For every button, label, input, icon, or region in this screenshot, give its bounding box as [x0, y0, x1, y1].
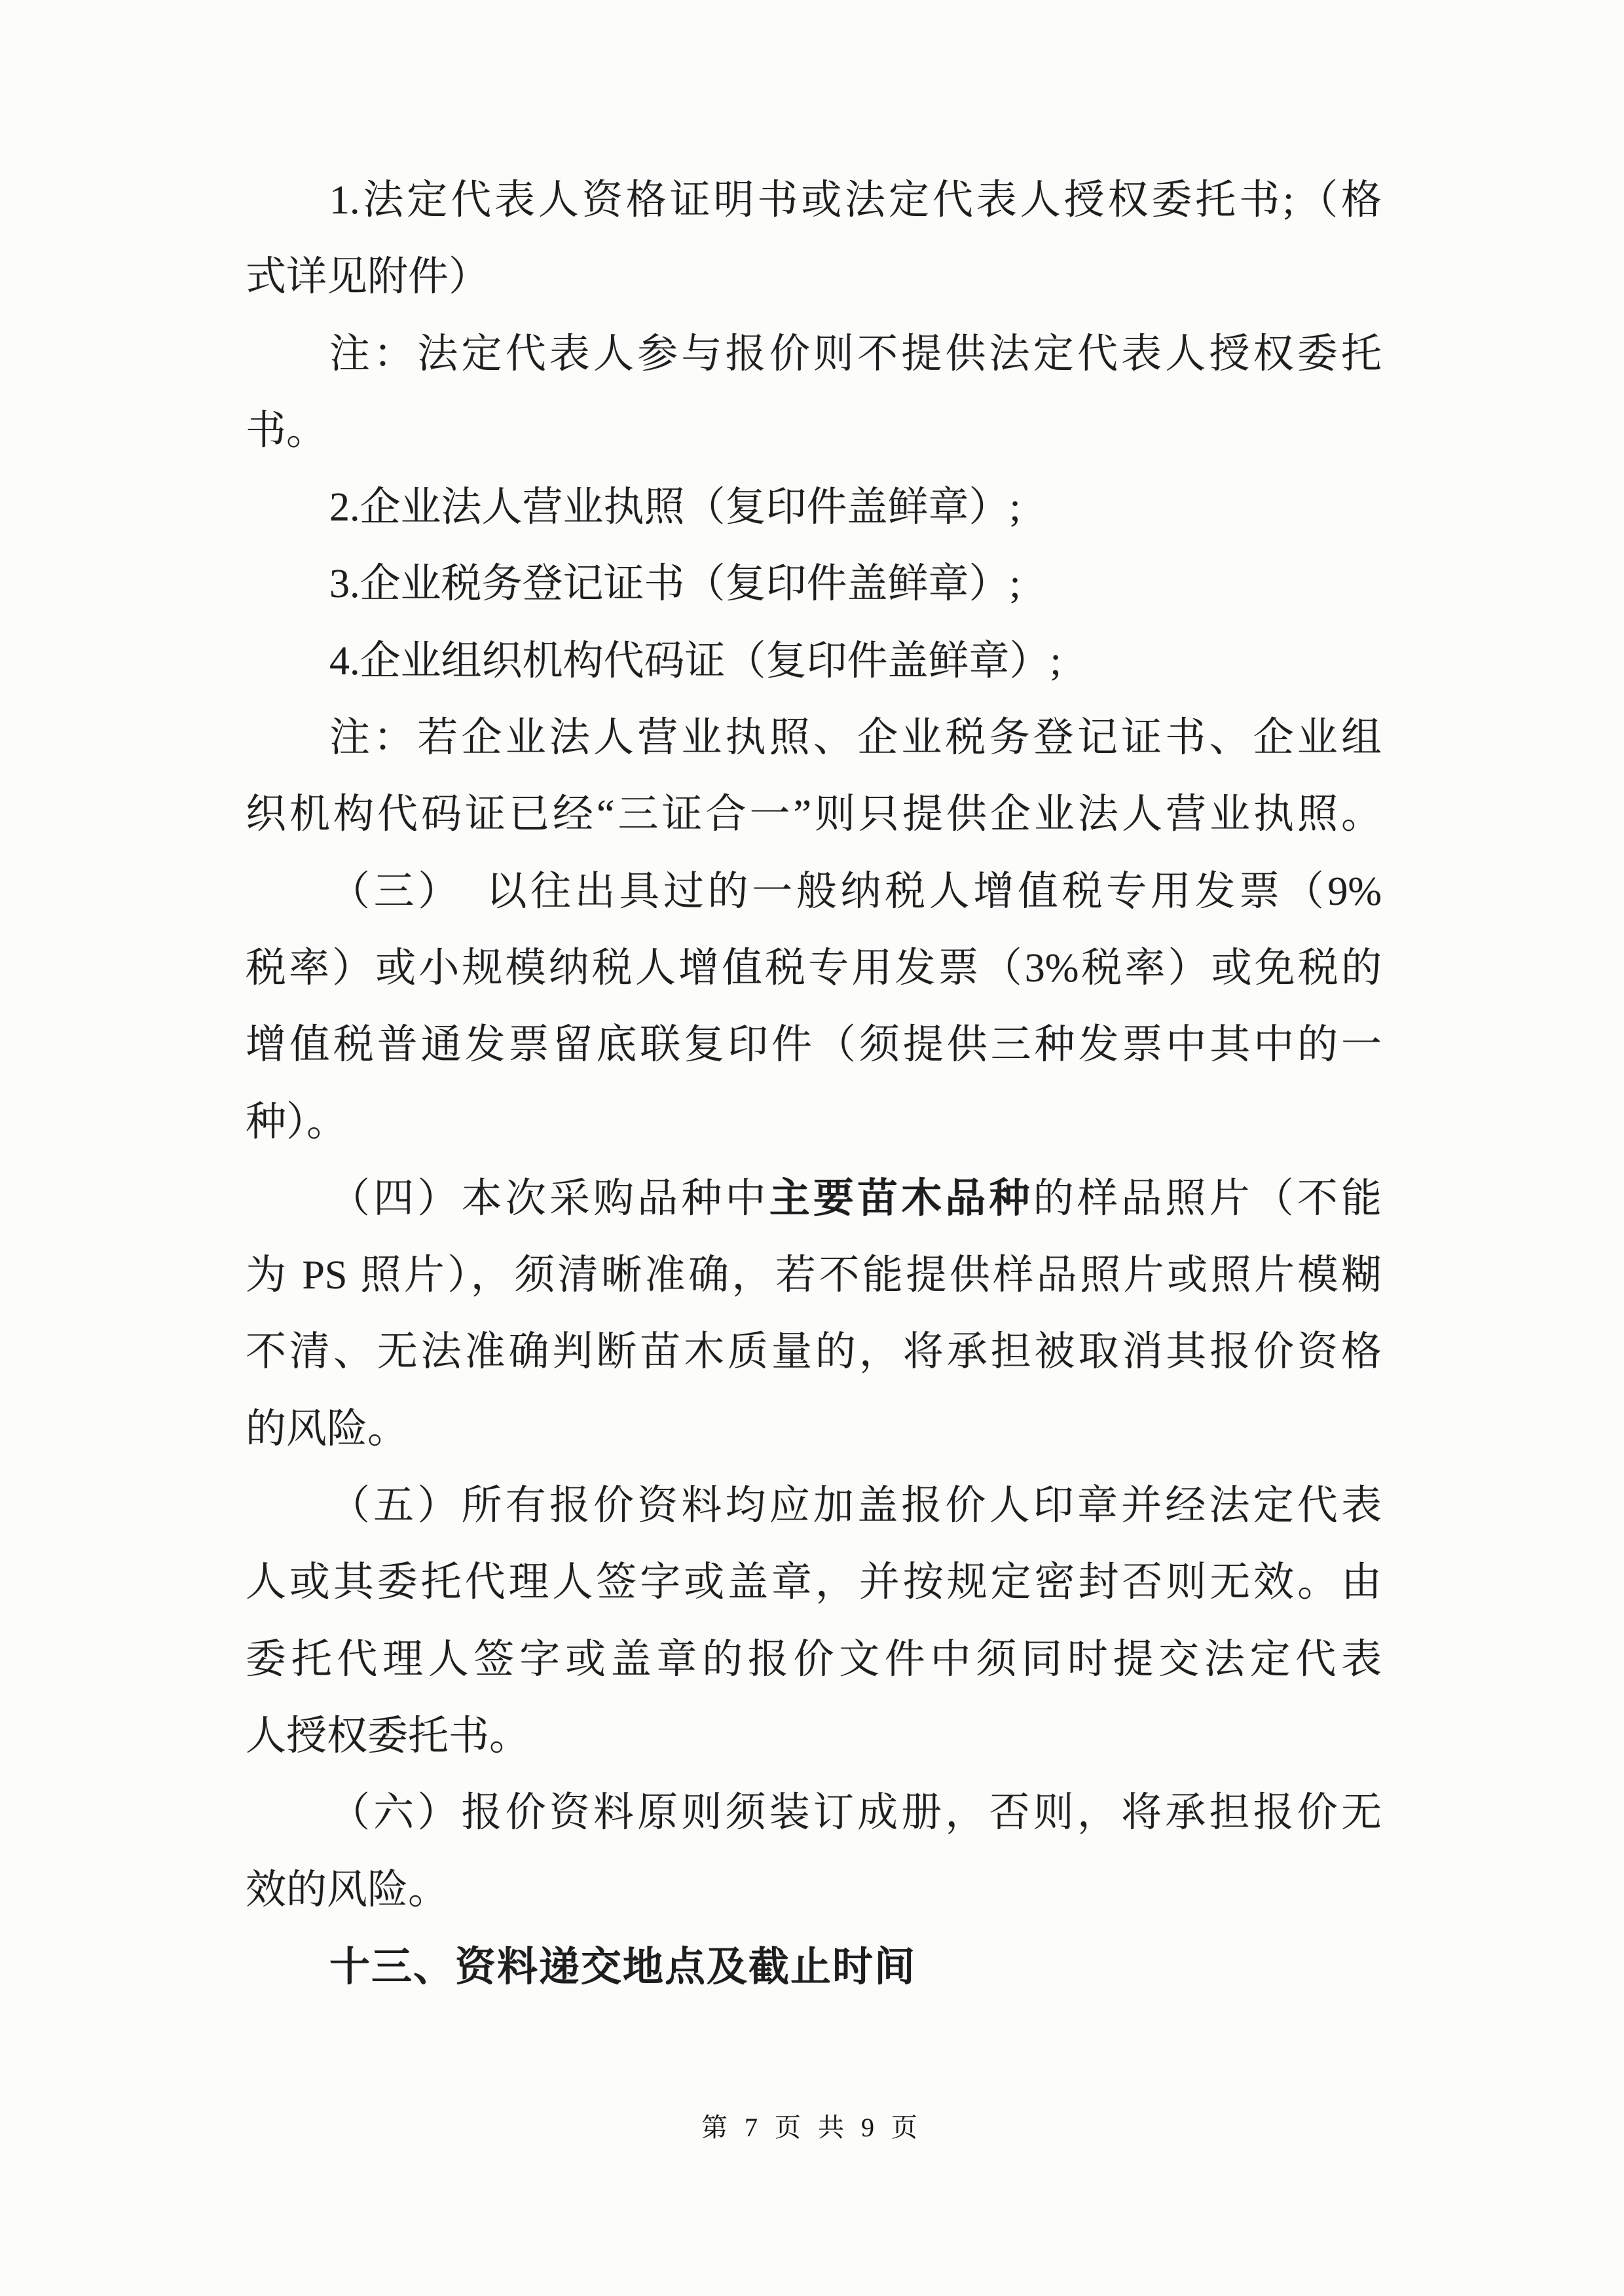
text-run: 书。: [246, 408, 327, 453]
text-line: [246, 1775, 1382, 1851]
document-body: [246, 162, 1382, 2005]
text-run: 效的风险。: [246, 1867, 449, 1912]
text-run: 税率）或小规模纳税人增值税专用发票（3%税率）或免税的: [246, 945, 1382, 991]
text-run: 为 PS 照片），须清晰准确，若不能提供样品照片或照片模糊: [246, 1253, 1382, 1298]
text-line: [246, 1544, 1382, 1621]
text-run: 3.企业税务登记证书（复印件盖鲜章）;: [329, 562, 1021, 607]
text-line: [246, 393, 1382, 469]
text-line: [246, 162, 1382, 239]
text-run: 式详见附件）: [246, 255, 490, 300]
text-run: 1.法定代表人资格证明书或法定代表人授权委托书;（格: [329, 178, 1382, 223]
text-run: 的样品照片（不能: [1033, 1176, 1382, 1221]
text-run: （三） 以往出具过的一般纳税人增值税专用发票（9%: [329, 869, 1382, 914]
text-line: [246, 623, 1382, 700]
section-heading: [246, 1929, 1382, 2005]
text-run: （五）所有报价资料均应加盖报价人印章并经法定代表: [329, 1484, 1382, 1529]
text-run: 织机构代码证已经“三证合一”则只提供企业法人营业执照。: [246, 792, 1382, 837]
text-line: [246, 1084, 1382, 1161]
text-line: [246, 930, 1382, 1007]
text-run: 不清、无法准确判断苗木质量的，将承担被取消其报价资格: [246, 1330, 1382, 1375]
text-line: [246, 1161, 1382, 1237]
text-run: （四）本次采购品种中: [329, 1176, 769, 1221]
text-line: [246, 546, 1382, 623]
text-run: 增值税普通发票留底联复印件（须提供三种发票中其中的一: [246, 1023, 1382, 1068]
text-run: 注：法定代表人参与报价则不提供法定代表人授权委托: [329, 331, 1382, 376]
text-run: 4.企业组织机构代码证（复印件盖鲜章）;: [329, 638, 1061, 683]
text-line: [246, 1237, 1382, 1314]
text-line: [246, 1391, 1382, 1468]
text-line: [246, 316, 1382, 393]
text-line: [246, 854, 1382, 930]
text-run: 人或其委托代理人签字或盖章，并按规定密封否则无效。由: [246, 1560, 1382, 1605]
text-line: [246, 1314, 1382, 1391]
text-line: [246, 1468, 1382, 1544]
text-run: 的风险。: [246, 1406, 409, 1451]
text-line: [246, 1852, 1382, 1929]
text-run: 委托代理人签字或盖章的报价文件中须同时提交法定代表: [246, 1637, 1382, 1682]
text-run: 人授权委托书。: [246, 1713, 530, 1758]
text-line: [246, 1698, 1382, 1775]
emphasized-text: 主要苗木品种: [769, 1176, 1033, 1221]
text-run: 注：若企业法人营业执照、企业税务登记证书、企业组: [329, 716, 1382, 761]
text-line: [246, 1622, 1382, 1698]
text-line: [246, 239, 1382, 316]
text-run: 2.企业法人营业执照（复印件盖鲜章）;: [329, 485, 1021, 530]
text-run: （六）报价资料原则须装订成册，否则，将承担报价无: [329, 1791, 1382, 1836]
text-line: [246, 469, 1382, 546]
text-line: [246, 776, 1382, 853]
text-line: [246, 700, 1382, 776]
text-line: [246, 1007, 1382, 1084]
text-run: 十三、资料递交地点及截止时间: [329, 1944, 917, 1990]
text-run: 种）。: [246, 1099, 348, 1144]
page-number: 第 7 页 共 9 页: [701, 2113, 923, 2142]
